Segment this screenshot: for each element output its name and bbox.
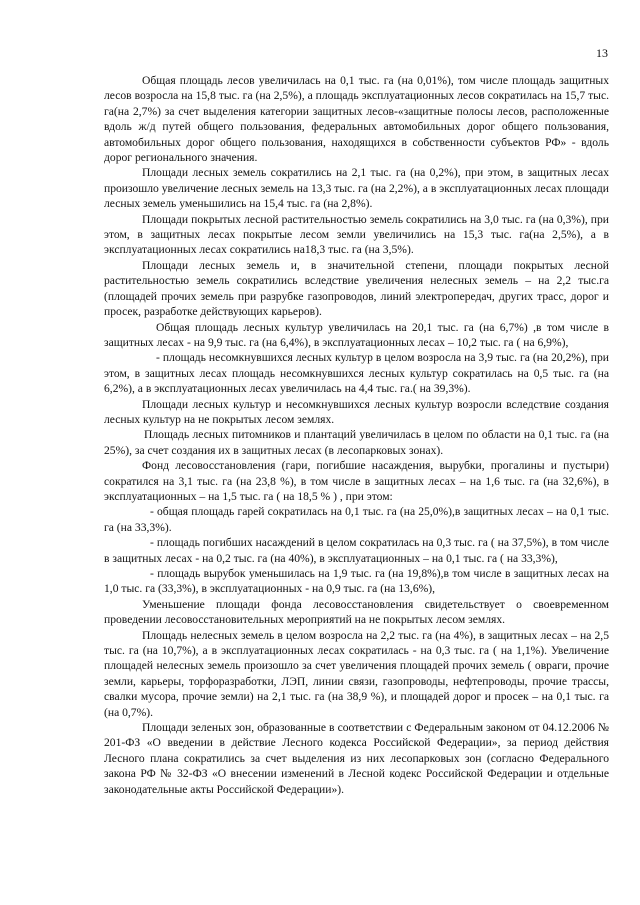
- paragraph-nurseries: Площадь лесных питомников и плантаций увеличилась в целом по области на 0,1 тыс. га (на 25%), за счет создания их в защитных лесах (в лесопарковых зонах).: [104, 428, 609, 457]
- paragraph-burned-areas: - общая площадь гарей сократилась на 0,1 тыс. га (на 25,0%),в защитных лесах – на 0,1 тыс. га (на 33,3%).: [104, 505, 609, 534]
- paragraph-reforestation-fund: Фонд лесовосстановления (гари, погибшие насаждения, вырубки, прогалины и пустыри) сократился на 3,1 тыс. га (на 23,8 %), в том числе в защитных лесах – на 1,6 тыс. га (на 32,6%), в эксплуатационных – на 1,5 тыс. га ( на 18,5 % ) , при этом:: [104, 459, 609, 503]
- paragraph-forest-area-total: Общая площадь лесов увеличилась на 0,1 тыс. га (на 0,01%), том числе площадь защитных лесов возросла на 15,8 тыс. га (на 2,5%), а площадь эксплуатационных лесов сократилась на 15,7 тыс. га(на 2,7%) за счет выделения категории защитных лесов-«защитные полосы лесов, расположенные вдоль ж/д путей общего пользования, федеральных автомобильных дорог общего пользования, автомобильных дорог общего пользования, находящихся в собственности субъектов РФ» - вдоль дорог регионального значения.: [104, 74, 609, 165]
- paragraph-green-zones: Площади зеленых зон, образованные в соответствии с Федеральным законом от 04.12.2006 № 201-ФЗ «О введении в действие Лесного кодекса Российской Федерации», за период действия Лесного плана сократились за счет выделения из них лесопарковых зон (согласно Федерального закона РФ № 32-ФЗ «О внесении изменений в Лесной кодекс Российской Федерации и отдельные законодательные акты Российской Федерации»).: [104, 721, 609, 796]
- page-number: 13: [596, 46, 608, 60]
- paragraph-forest-cultures: Общая площадь лесных культур увеличилась на 20,1 тыс. га (на 6,7%) ,в том числе в защитных лесах - на 9,9 тыс. га (на 6,4%), в эксплуатационных лесах – 10,2 тыс. га ( на 6,9%),: [104, 320, 609, 349]
- paragraph-covered-lands: Площади покрытых лесной растительностью земель сократились на 3,0 тыс. га (на 0,3%), при этом, в защитных лесах покрытые лесом земли увеличились на 15,3 тыс. га(на 2,5%), а в эксплуатационных лесах сократились на18,3 тыс. га (на 3,5%).: [104, 212, 609, 257]
- paragraph-dead-stands: - площадь погибших насаждений в целом сократилась на 0,3 тыс. га ( на 37,5%), в том числе в защитных лесах - на 0,2 тыс. га (на 40%), в эксплуатационных – на 0,1 тыс. га ( на 33,3%),: [104, 536, 609, 565]
- paragraph-nonforest-lands: Площадь нелесных земель в целом возросла на 2,2 тыс. га (на 4%), в защитных лесах – на 2,5 тыс. га (на 10,7%), а в эксплуатационных лесах сократилась - на 0,3 тыс. га ( на 1,1%). Увеличение площадей нелесных земель произошло за счет увеличения площадей прочих земель ( овраги, прочие земли, карьеры, торфоразработки, ЛЭП, линии связи, газопроводы, нефтепроводы, прочие трассы, свалки мусора, прочие земли) на 2,1 тыс. га (на 38,9 %), и площадей дорог и просек – на 0,1 тыс. га (на 0,7%).: [104, 628, 609, 719]
- paragraph-reforestation-conclusion: Уменьшение площади фонда лесовосстановления свидетельствует о своевременном проведении лесовосстановительных мероприятий на не покрытых лесом землях.: [104, 597, 609, 627]
- paragraph-unclosed-cultures: - площадь несомкнувшихся лесных культур в целом возросла на 3,9 тыс. га (на 20,2%), при этом, в защитных лесах площадь несомкнувшихся лесных культур сократилась на 0,5 тыс. га (на 6,2%), а в эксплуатационных лесах увеличилась на 4,4 тыс. га.( на 39,3%).: [104, 351, 609, 396]
- paragraph-cultures-reason: Площади лесных культур и несомкнувшихся лесных культур возросли вследствие создания лесных культур на не покрытых лесом землях.: [104, 397, 609, 426]
- paragraph-clearcuts: - площадь вырубок уменьшилась на 1,9 тыс. га (на 19,8%),в том числе в защитных лесах на 1,0 тыс. га (33,3%), в эксплуатационных - на 0,9 тыс. га (на 13,6%),: [104, 567, 609, 596]
- paragraph-nonforest-increase-reason: Площади лесных земель и, в значительной степени, площади покрытых лесной растительностью земель сократились вследствие увеличения нелесных земель – на 2,2 тыс.га (площадей прочих земель при разрубке газопроводов, линий электропередач, других трасс, дорог и просек, разработке действующих карьеров).: [104, 258, 609, 319]
- paragraph-forest-lands: Площади лесных земель сократились на 2,1 тыс. га (на 0,2%), при этом, в защитных лесах произошло увеличение лесных земель на 13,3 тыс. га (на 2,2%), а в эксплуатационных лесах площади лесных земель уменьшились на 15,4 тыс. га (на 2,8%).: [104, 166, 609, 211]
- document-body: [104, 73, 609, 797]
